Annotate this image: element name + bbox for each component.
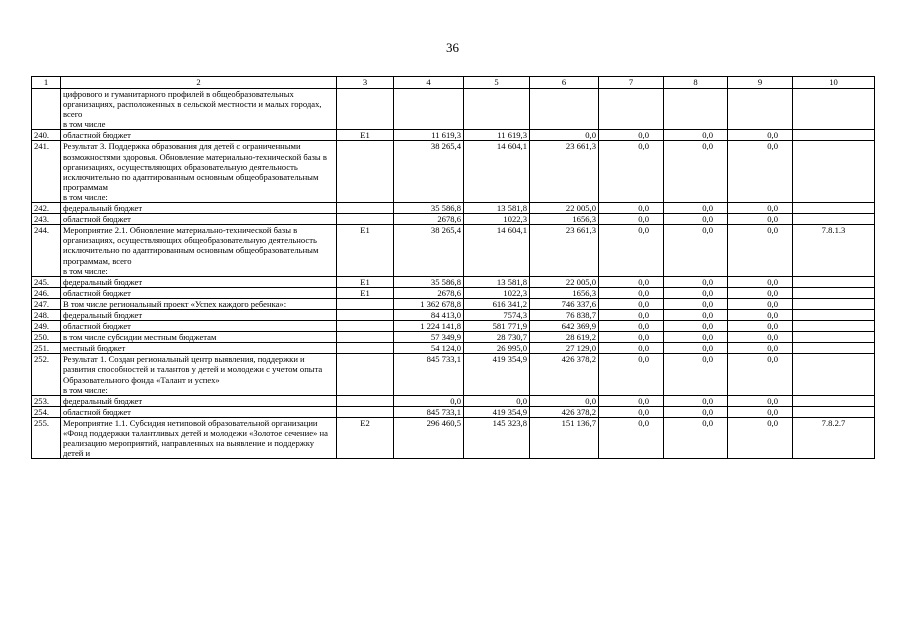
row-value-col5: 13 581,8: [464, 276, 530, 287]
row-value-col9: 0,0: [728, 309, 793, 320]
row-total: 35 586,8: [394, 203, 464, 214]
row-value-col6: [530, 89, 599, 130]
table-row: [32, 141, 875, 203]
row-description: областной бюджет: [61, 321, 337, 332]
row-total: 11 619,3: [394, 130, 464, 141]
row-value-col8: 0,0: [664, 321, 728, 332]
row-code: [337, 89, 394, 130]
row-value-col9: 0,0: [728, 343, 793, 354]
row-value-col8: 0,0: [664, 287, 728, 298]
row-value-col7: 0,0: [599, 321, 664, 332]
row-code: Е1: [337, 225, 394, 276]
row-value-col6: 746 337,6: [530, 298, 599, 309]
table-row: [32, 406, 875, 417]
row-value-col8: 0,0: [664, 332, 728, 343]
row-description: федеральный бюджет: [61, 203, 337, 214]
row-code: [337, 214, 394, 225]
row-total: 54 124,0: [394, 343, 464, 354]
row-description: Мероприятие 1.1. Субсидия нетиповой образовательной организации «Фонд поддержки талантливых детей и молодежи «Золотое сечение» на реализацию мероприятий, направленных на выявление и поддержку детей и: [61, 417, 337, 458]
row-value-col6: 0,0: [530, 395, 599, 406]
row-value-col5: 13 581,8: [464, 203, 530, 214]
row-value-col8: 0,0: [664, 417, 728, 458]
column-header: 8: [664, 77, 728, 89]
row-total: [394, 89, 464, 130]
row-value-col8: 0,0: [664, 130, 728, 141]
row-code: Е1: [337, 287, 394, 298]
row-value-col9: 0,0: [728, 225, 793, 276]
row-description: Результат 1. Создан региональный центр выявления, поддержки и развития способностей и талантов у детей и молодежи с учетом опыта Образовательного фонда «Талант и успех» в том числе:: [61, 354, 337, 395]
row-number: 241.: [32, 141, 61, 203]
column-header: 1: [32, 77, 61, 89]
row-total: 0,0: [394, 395, 464, 406]
row-code: Е1: [337, 130, 394, 141]
row-value-col5: 419 354,9: [464, 354, 530, 395]
row-value-col7: [599, 89, 664, 130]
row-value-col8: 0,0: [664, 354, 728, 395]
row-value-col8: 0,0: [664, 309, 728, 320]
row-code: [337, 332, 394, 343]
row-total: 2678,6: [394, 214, 464, 225]
row-code: [337, 354, 394, 395]
row-value-col7: 0,0: [599, 214, 664, 225]
row-value-col9: 0,0: [728, 321, 793, 332]
row-value-col5: 1022,3: [464, 214, 530, 225]
row-value-col7: 0,0: [599, 354, 664, 395]
column-header: 6: [530, 77, 599, 89]
row-number: 251.: [32, 343, 61, 354]
row-value-col7: 0,0: [599, 332, 664, 343]
row-value-col9: [728, 89, 793, 130]
table-row: [32, 343, 875, 354]
row-number: 246.: [32, 287, 61, 298]
row-value-col7: 0,0: [599, 225, 664, 276]
row-value-col6: 642 369,9: [530, 321, 599, 332]
row-number: 247.: [32, 298, 61, 309]
row-number: 244.: [32, 225, 61, 276]
row-number: 243.: [32, 214, 61, 225]
row-total: 57 349,9: [394, 332, 464, 343]
row-reference: [793, 130, 875, 141]
row-value-col5: 7574,3: [464, 309, 530, 320]
column-header: 7: [599, 77, 664, 89]
row-value-col7: 0,0: [599, 417, 664, 458]
row-value-col6: 28 619,2: [530, 332, 599, 343]
row-description: областной бюджет: [61, 406, 337, 417]
row-value-col8: 0,0: [664, 343, 728, 354]
row-value-col6: 0,0: [530, 130, 599, 141]
row-value-col9: 0,0: [728, 395, 793, 406]
row-value-col8: [664, 89, 728, 130]
row-total: 2678,6: [394, 287, 464, 298]
row-value-col8: 0,0: [664, 406, 728, 417]
row-value-col5: 1022,3: [464, 287, 530, 298]
row-number: [32, 89, 61, 130]
table-row: [32, 130, 875, 141]
row-description: федеральный бюджет: [61, 309, 337, 320]
row-number: 252.: [32, 354, 61, 395]
row-total: 296 460,5: [394, 417, 464, 458]
row-value-col6: 23 661,3: [530, 225, 599, 276]
row-description: федеральный бюджет: [61, 395, 337, 406]
row-total: 845 733,1: [394, 406, 464, 417]
row-description: местный бюджет: [61, 343, 337, 354]
row-value-col7: 0,0: [599, 141, 664, 203]
page-number: 36: [446, 40, 459, 55]
row-value-col6: 1656,3: [530, 287, 599, 298]
row-code: [337, 309, 394, 320]
row-number: 254.: [32, 406, 61, 417]
table-row: [32, 309, 875, 320]
row-number: 253.: [32, 395, 61, 406]
row-value-col9: 0,0: [728, 298, 793, 309]
row-code: Е1: [337, 276, 394, 287]
row-value-col9: 0,0: [728, 354, 793, 395]
row-number: 255.: [32, 417, 61, 458]
row-value-col9: 0,0: [728, 130, 793, 141]
table-row: [32, 417, 875, 458]
row-value-col6: 76 838,7: [530, 309, 599, 320]
row-reference: [793, 332, 875, 343]
row-value-col9: 0,0: [728, 276, 793, 287]
row-value-col8: 0,0: [664, 214, 728, 225]
row-code: [337, 141, 394, 203]
row-reference: [793, 214, 875, 225]
row-value-col9: 0,0: [728, 203, 793, 214]
table-row: [32, 276, 875, 287]
table-row: [32, 332, 875, 343]
table-row: [32, 89, 875, 130]
table-row: [32, 225, 875, 276]
row-reference: [793, 321, 875, 332]
row-reference: [793, 309, 875, 320]
row-description: В том числе региональный проект «Успех каждого ребенка»:: [61, 298, 337, 309]
row-number: 240.: [32, 130, 61, 141]
row-total: 1 224 141,8: [394, 321, 464, 332]
row-value-col7: 0,0: [599, 343, 664, 354]
table-row: [32, 395, 875, 406]
row-total: 38 265,4: [394, 141, 464, 203]
row-value-col5: 11 619,3: [464, 130, 530, 141]
table-row: [32, 321, 875, 332]
table-row: [32, 298, 875, 309]
row-value-col8: 0,0: [664, 225, 728, 276]
row-value-col7: 0,0: [599, 298, 664, 309]
column-header: 4: [394, 77, 464, 89]
row-value-col7: 0,0: [599, 395, 664, 406]
row-reference: [793, 203, 875, 214]
table-row: [32, 354, 875, 395]
row-value-col5: 0,0: [464, 395, 530, 406]
row-value-col9: 0,0: [728, 287, 793, 298]
row-description: Мероприятие 2.1. Обновление материально-технической базы в организациях, осуществляющих общеобразовательную деятельность исключительно по адаптированным основным общеобразовательным программам, всего в том числе:: [61, 225, 337, 276]
row-reference: [793, 406, 875, 417]
row-value-col8: 0,0: [664, 298, 728, 309]
row-value-col6: 23 661,3: [530, 141, 599, 203]
row-value-col7: 0,0: [599, 203, 664, 214]
row-reference: [793, 141, 875, 203]
table-header-row: [32, 77, 875, 89]
row-value-col5: 14 604,1: [464, 225, 530, 276]
row-value-col9: 0,0: [728, 141, 793, 203]
row-value-col7: 0,0: [599, 276, 664, 287]
row-value-col7: 0,0: [599, 130, 664, 141]
column-header: 5: [464, 77, 530, 89]
row-reference: [793, 276, 875, 287]
row-value-col6: 22 005,0: [530, 276, 599, 287]
row-value-col9: 0,0: [728, 332, 793, 343]
row-value-col6: 151 136,7: [530, 417, 599, 458]
row-total: 38 265,4: [394, 225, 464, 276]
row-description: федеральный бюджет: [61, 276, 337, 287]
column-header: 3: [337, 77, 394, 89]
row-value-col5: 145 323,8: [464, 417, 530, 458]
row-value-col5: 28 730,7: [464, 332, 530, 343]
row-code: [337, 298, 394, 309]
row-value-col8: 0,0: [664, 395, 728, 406]
row-value-col9: 0,0: [728, 417, 793, 458]
row-number: 248.: [32, 309, 61, 320]
table-row: [32, 287, 875, 298]
table-row: [32, 214, 875, 225]
row-code: [337, 406, 394, 417]
row-value-col5: 26 995,0: [464, 343, 530, 354]
row-total: 1 362 678,8: [394, 298, 464, 309]
row-value-col8: 0,0: [664, 276, 728, 287]
row-reference: 7.8.2.7: [793, 417, 875, 458]
row-value-col7: 0,0: [599, 406, 664, 417]
row-code: [337, 203, 394, 214]
row-number: 245.: [32, 276, 61, 287]
row-value-col5: [464, 89, 530, 130]
row-description: областной бюджет: [61, 287, 337, 298]
row-description: Результат 3. Поддержка образования для детей с ограниченными возможностями здоровья. Обновление материально-технической базы в организациях, осуществляющих образовательную деятельность исключительно по адаптированным основным общеобразовательным программам в том числе:: [61, 141, 337, 203]
row-value-col5: 581 771,9: [464, 321, 530, 332]
row-code: [337, 321, 394, 332]
column-header: 2: [61, 77, 337, 89]
row-reference: 7.8.1.3: [793, 225, 875, 276]
row-number: 249.: [32, 321, 61, 332]
row-total: 35 586,8: [394, 276, 464, 287]
row-value-col6: 22 005,0: [530, 203, 599, 214]
row-value-col8: 0,0: [664, 141, 728, 203]
row-reference: [793, 89, 875, 130]
row-reference: [793, 343, 875, 354]
column-header: 10: [793, 77, 875, 89]
row-value-col6: 27 129,0: [530, 343, 599, 354]
row-value-col5: 419 354,9: [464, 406, 530, 417]
row-number: 242.: [32, 203, 61, 214]
budget-table: [31, 76, 875, 459]
row-description: областной бюджет: [61, 130, 337, 141]
row-description: в том числе субсидии местным бюджетам: [61, 332, 337, 343]
row-reference: [793, 287, 875, 298]
row-value-col9: 0,0: [728, 214, 793, 225]
table-row: [32, 203, 875, 214]
row-value-col6: 426 378,2: [530, 354, 599, 395]
row-value-col5: 14 604,1: [464, 141, 530, 203]
row-total: 845 733,1: [394, 354, 464, 395]
table-body: [32, 89, 875, 459]
row-total: 84 413,0: [394, 309, 464, 320]
row-value-col5: 616 341,2: [464, 298, 530, 309]
row-value-col9: 0,0: [728, 406, 793, 417]
row-code: Е2: [337, 417, 394, 458]
column-header: 9: [728, 77, 793, 89]
row-value-col7: 0,0: [599, 309, 664, 320]
row-value-col8: 0,0: [664, 203, 728, 214]
row-number: 250.: [32, 332, 61, 343]
row-value-col6: 426 378,2: [530, 406, 599, 417]
row-code: [337, 343, 394, 354]
row-reference: [793, 395, 875, 406]
row-description: областной бюджет: [61, 214, 337, 225]
row-code: [337, 395, 394, 406]
row-reference: [793, 298, 875, 309]
row-value-col7: 0,0: [599, 287, 664, 298]
row-reference: [793, 354, 875, 395]
row-description: цифрового и гуманитарного профилей в общеобразовательных организациях, расположенных в сельской местности и малых городах, всего в том числе: [61, 89, 337, 130]
row-value-col6: 1656,3: [530, 214, 599, 225]
